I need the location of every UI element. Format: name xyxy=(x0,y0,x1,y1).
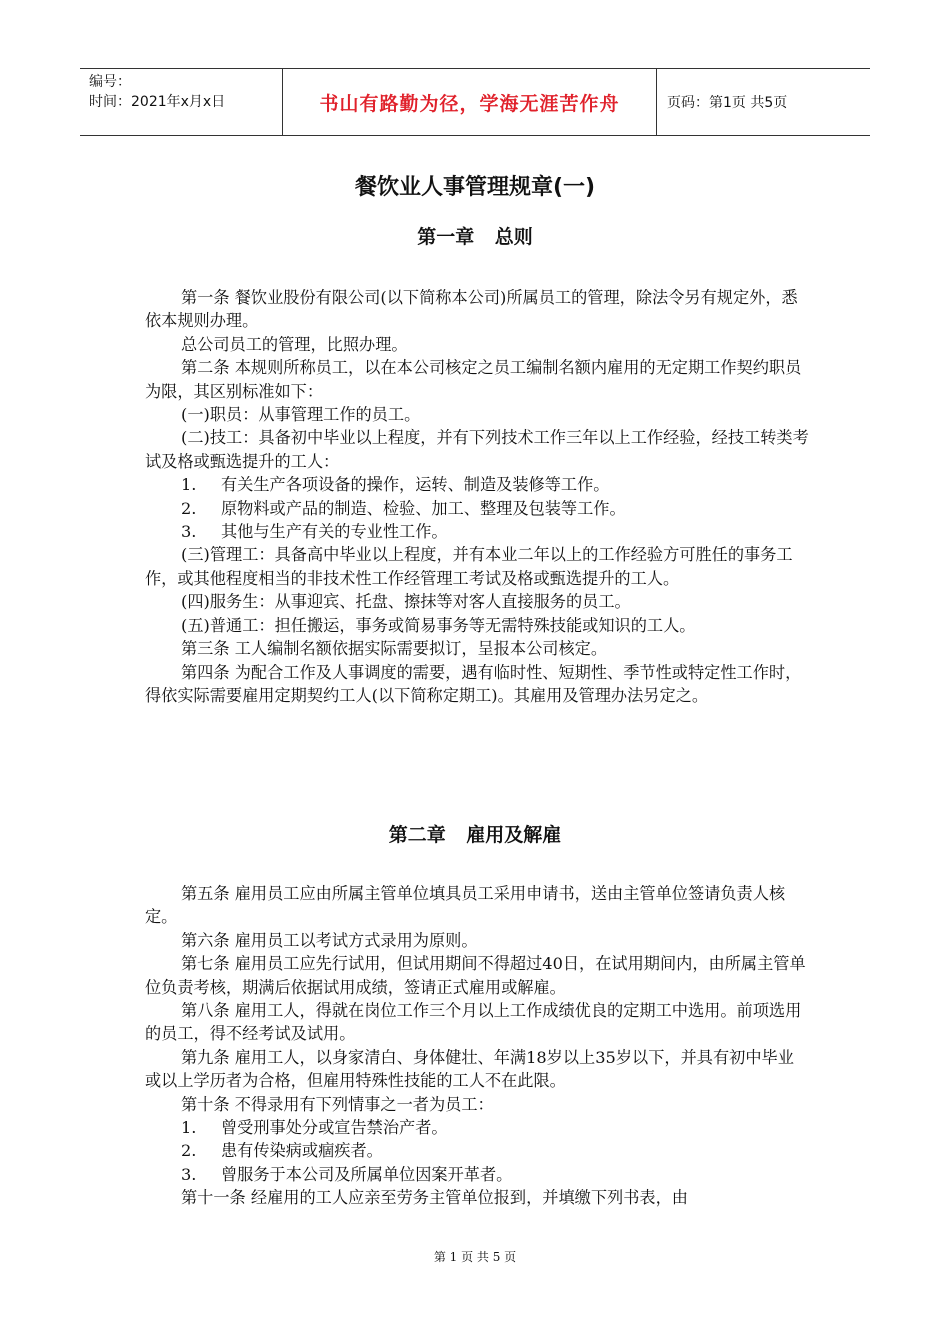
paragraph: 第三条 工人编制名额依据实际需要拟订，呈报本公司核定。 xyxy=(181,639,608,659)
list-item xyxy=(145,473,810,496)
list-item xyxy=(145,1163,810,1186)
paragraph: 第十条 不得录用有下列情事之一者为员工： xyxy=(181,1094,494,1114)
document-title: 餐饮业人事管理规章(一) xyxy=(354,175,596,200)
list-item-number: 1. xyxy=(181,1118,197,1138)
list-item xyxy=(145,1139,810,1162)
list-item-text: 曾受刑事处分或宣告禁治产者。 xyxy=(221,1118,448,1138)
list-item-text: 患有传染病或痼疾者。 xyxy=(221,1141,383,1161)
chapter-1-title: 第一章 总则 xyxy=(417,226,533,248)
list-item-number: 3. xyxy=(181,1164,197,1184)
list-item-number: 1. xyxy=(181,475,197,495)
list-item-text: 原物料或产品的制造、检验、加工、整理及包装等工作。 xyxy=(221,498,626,518)
paragraph: 第二条 本规则所称员工，以在本公司核定之员工编制名额内雇用的无定期工作契约职员为限，其区别标准如下： xyxy=(145,358,802,401)
paragraph: 第九条 雇用工人，以身家清白、身体健壮、年满18岁以上35岁以下，并具有初中毕业或以上学历者为合格，但雇用特殊性技能的工人不在此限。 xyxy=(145,1047,794,1091)
list-item-number: 2. xyxy=(181,1141,197,1161)
chapter-2-title: 第二章 雇用及解雇 xyxy=(388,824,562,846)
page-info-text: 页码：第1页 共5页 xyxy=(667,95,788,111)
list-item-number: 2. xyxy=(181,498,197,518)
header-page-info xyxy=(657,69,870,135)
list-item-number: 3. xyxy=(181,522,197,542)
list-item-text: 其他与生产有关的专业性工作。 xyxy=(221,522,448,542)
paragraph: 第四条 为配合工作及人事调度的需要，遇有临时性、短期性、季节性或特定性工作时，得依实际需要雇用定期契约工人(以下简称定期工)。其雇用及管理办法另定之。 xyxy=(145,662,802,705)
list-item-text: 曾服务于本公司及所属单位因案开革者。 xyxy=(221,1164,513,1184)
paragraph: 第十一条 经雇用的工人应亲至劳务主管单位报到，并填缴下列书表，由 xyxy=(181,1188,688,1208)
header-motto-cell xyxy=(283,69,657,135)
paragraph: 总公司员工的管理，比照办理。 xyxy=(181,334,408,354)
header-meta xyxy=(80,69,283,135)
paragraph: (一)职员：从事管理工作的员工。 xyxy=(181,405,421,425)
list-item xyxy=(145,520,810,543)
page-footer: 第 1 页 共 5 页 xyxy=(433,1250,517,1264)
chapter-1-body xyxy=(145,286,810,707)
list-item-text: 有关生产各项设备的操作，运转、制造及装修等工作。 xyxy=(221,475,610,495)
paragraph: (三)管理工：具备高中毕业以上程度，并有本业二年以上的工作经验方可胜任的事务工作，或其他程度相当的非技术性工作经管理工考试及格或甄选提升的工人。 xyxy=(145,545,793,588)
paragraph: 第七条 雇用员工应先行试用，但试用期间不得超过40日，在试用期间内，由所属主管单位负责考核，期满后依据试用成绩，签请正式雇用或解雇。 xyxy=(145,954,806,997)
chapter-2-body xyxy=(145,882,810,1210)
paragraph: 第一条 餐饮业股份有限公司(以下简称本公司)所属员工的管理，除法令另有规定外，悉依本规则办理。 xyxy=(145,288,798,331)
paragraph: (四)服务生：从事迎宾、托盘、擦抹等对客人直接服务的员工。 xyxy=(181,592,631,612)
document-header xyxy=(80,68,870,136)
paragraph: 第八条 雇用工人，得就在岗位工作三个月以上工作成绩优良的定期工中选用。前项选用的员工，得不经考试及试用。 xyxy=(145,1001,802,1044)
paragraph: 第六条 雇用员工以考试方式录用为原则。 xyxy=(181,930,478,950)
list-item xyxy=(145,1116,810,1139)
list-item xyxy=(145,497,810,520)
motto-text: 书山有路勤为径，学海无涯苦作舟 xyxy=(319,92,620,115)
paragraph: (二)技工：具备初中毕业以上程度，并有下列技术工作三年以上工作经验，经技工转类考试及格或甄选提升的工人： xyxy=(145,428,809,471)
number-label: 编号： xyxy=(89,74,131,90)
paragraph: (五)普通工：担任搬运，事务或简易事务等无需特殊技能或知识的工人。 xyxy=(181,615,696,635)
paragraph: 第五条 雇用员工应由所属主管单位填具员工采用申请书，送由主管单位签请负责人核定。 xyxy=(145,884,786,927)
time-label: 时间：2021年x月x日 xyxy=(89,94,226,110)
